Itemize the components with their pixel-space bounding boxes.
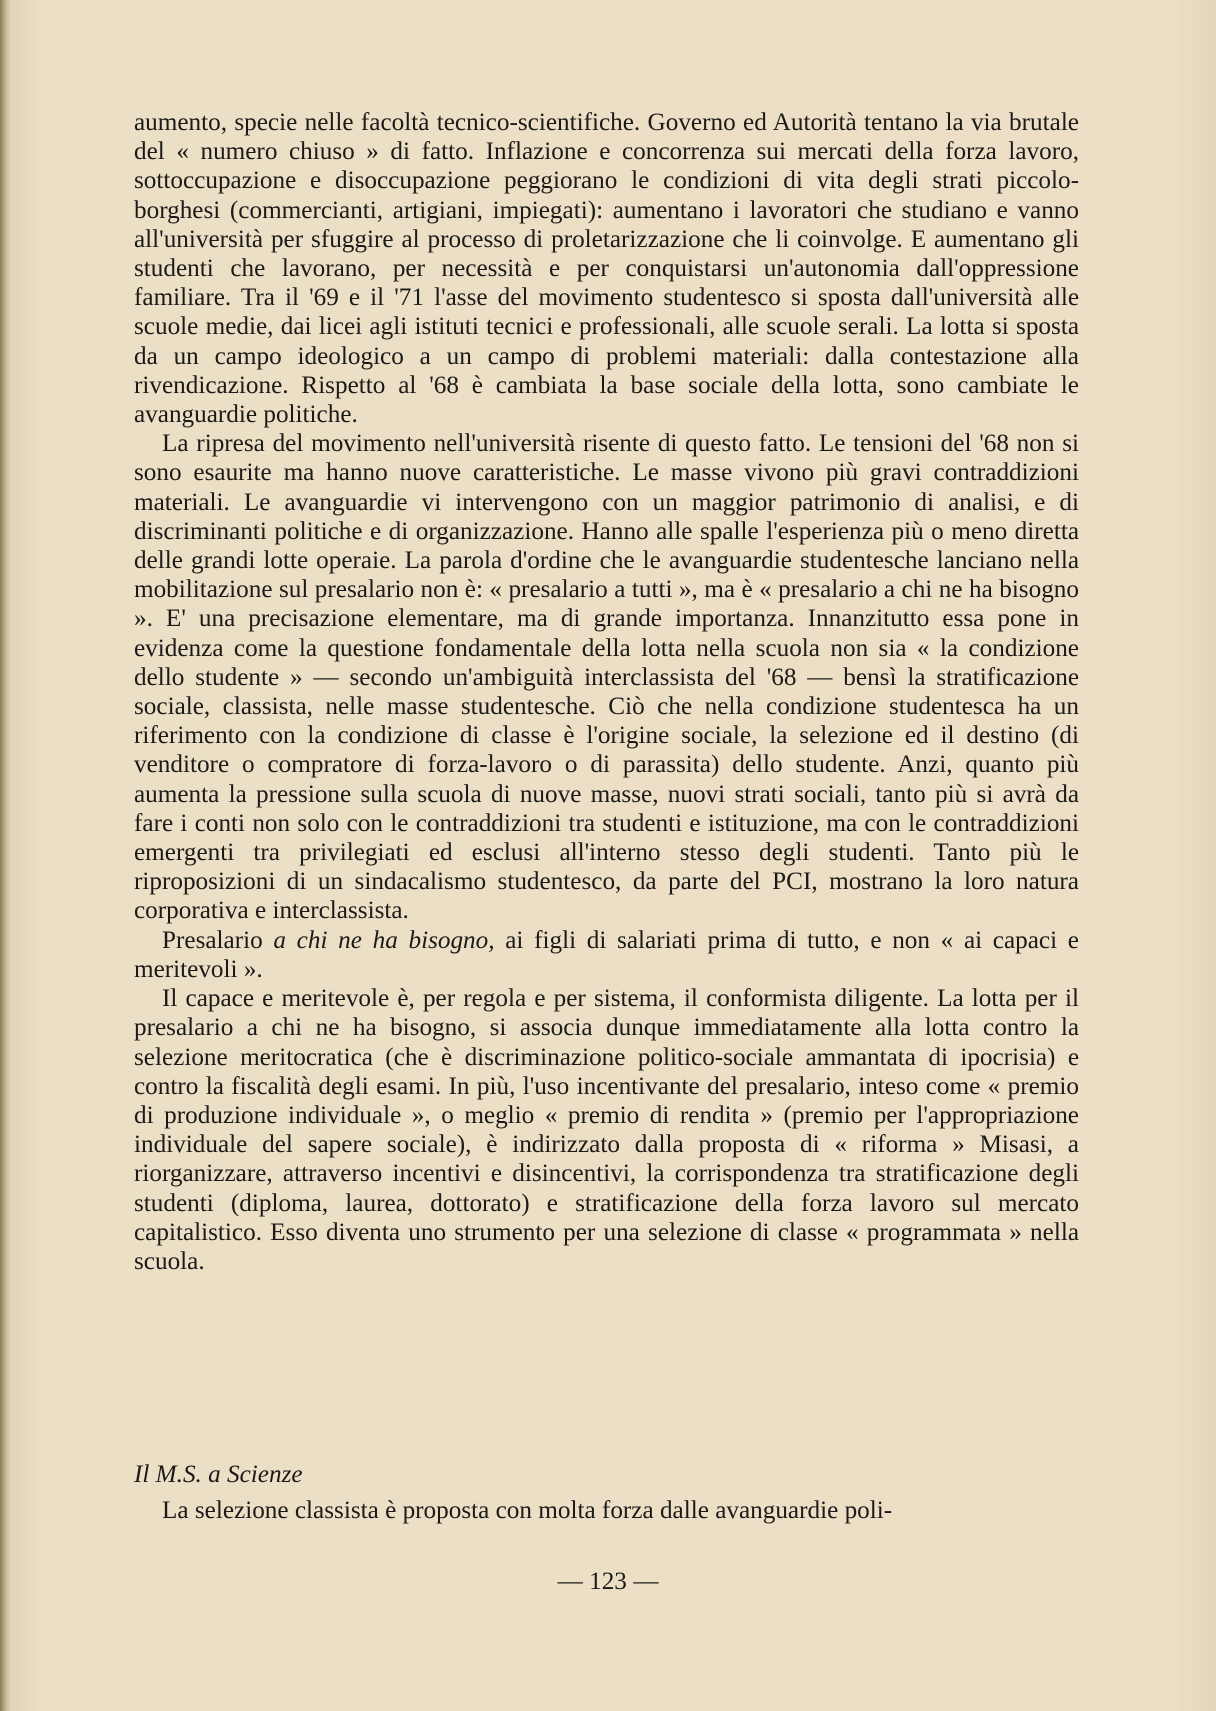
book-spine-shadow [0, 0, 10, 1711]
paragraph-3-end: ai figli di salariati prima di tutto, e non « ai capaci e meritevoli ». [134, 926, 1079, 983]
paragraph-3-italic: a chi ne ha bisogno, [273, 926, 495, 954]
paragraph-3 [134, 926, 1079, 984]
paragraph-5: La selezione classista è proposta con molta forza dalle avanguardie poli- [162, 1497, 893, 1524]
paragraph-4: Il capace e meritevole è, per regola e per sistema, il conformista diligente. La lotta per il presalario a chi ne ha bisogno, si associa dunque immediatamente alla lotta contro la selezione meritocratica (che è discriminazione politico-sociale ammantata di ipocrisia) e contro la fiscalità degli esami. In più, l'uso incentivante del presalario, inteso come « premio di produzione individuale », o meglio « premio di rendita » (premio per l'appropriazione individuale del sapere sociale), è indirizzato dalla proposta di « riforma » Misasi, a riorganizzare, attraverso incentivi e disincentivi, la corrispondenza tra stratificazione degli studenti (diploma, laurea, dottorato) e stratificazione della forza lavoro sul mercato capitalistico. Esso diventa uno strumento per una selezione di classe « programmata » nella scuola. [134, 985, 1079, 1275]
page-number: — 123 — [557, 1568, 659, 1595]
paragraph-2: La ripresa del movimento nell'università risente di questo fatto. Le tensioni del '68 non si sono esaurite ma hanno nuove caratteristiche. Le masse vivono più gravi contraddizioni materiali. Le avanguardie vi intervengono con un maggior patrimonio di analisi, e di discriminanti politiche e di organizzazione. Hanno alle spalle l'esperienza più o meno diretta delle grandi lotte operaie. La parola d'ordine che le avanguardie studentesche lanciano nella mobilitazione sul presalario non è: « presalario a tutti », ma è « presalario a chi ne ha bisogno ». E' una precisazione elementare, ma di grande importanza. Innanzitutto essa pone in evidenza come la questione fondamentale della lotta nella scuola non sia « la condizione dello studente » — secondo un'ambiguità interclassista del '68 — bensì la stratificazione sociale, classista, nelle masse studentesche. Ciò che nella condizione studentesca ha un riferimento con la condizione di classe è l'origine sociale, la selezione ed il destino (di venditore o compratore di forza-lavoro o di parassita) dello studente. Anzi, quanto più aumenta la pressione sulla scuola di nuove masse, nuovi strati sociali, tanto più si avrà da fare i conti non solo con le contraddizioni tra studenti e istituzione, ma con le contraddizioni emergenti tra privilegiati ed esclusi all'interno stesso degli studenti. Tanto più le riproposizioni di un sindacalismo studentesco, da parte del PCI, mostrano la loro natura corporativa e interclassista. [134, 430, 1079, 925]
paragraph-3-start: Presalario [162, 926, 274, 954]
body-text [134, 108, 1079, 1276]
paragraph-1: aumento, specie nelle facoltà tecnico-scientifiche. Governo ed Autorità tentano la via brutale del « numero chiuso » di fatto. Inflazione e concorrenza sui mercati della forza lavoro, sottoccupazione e disoccupazione peggiorano le condizioni di vita degli strati piccolo-borghesi (commercianti, artigiani, impiegati): aumentano i lavoratori che studiano e vanno all'università per sfuggire al processo di proletarizzazione che li coinvolge. E aumentano gli studenti che lavorano, per necessità e per conquistarsi un'autonomia dall'oppressione familiare. Tra il '69 e il '71 l'asse del movimento studentesco si sposta dall'università alle scuole medie, dai licei agli istituti tecnici e professionali, alle scuole serali. La lotta si sposta da un campo ideologico a un campo di problemi materiali: dalla contestazione alla rivendicazione. Rispetto al '68 è cambiata la base sociale della lotta, sono cambiate le avanguardie politiche. [134, 109, 1079, 429]
section-heading: Il M.S. a Scienze [134, 1461, 303, 1488]
